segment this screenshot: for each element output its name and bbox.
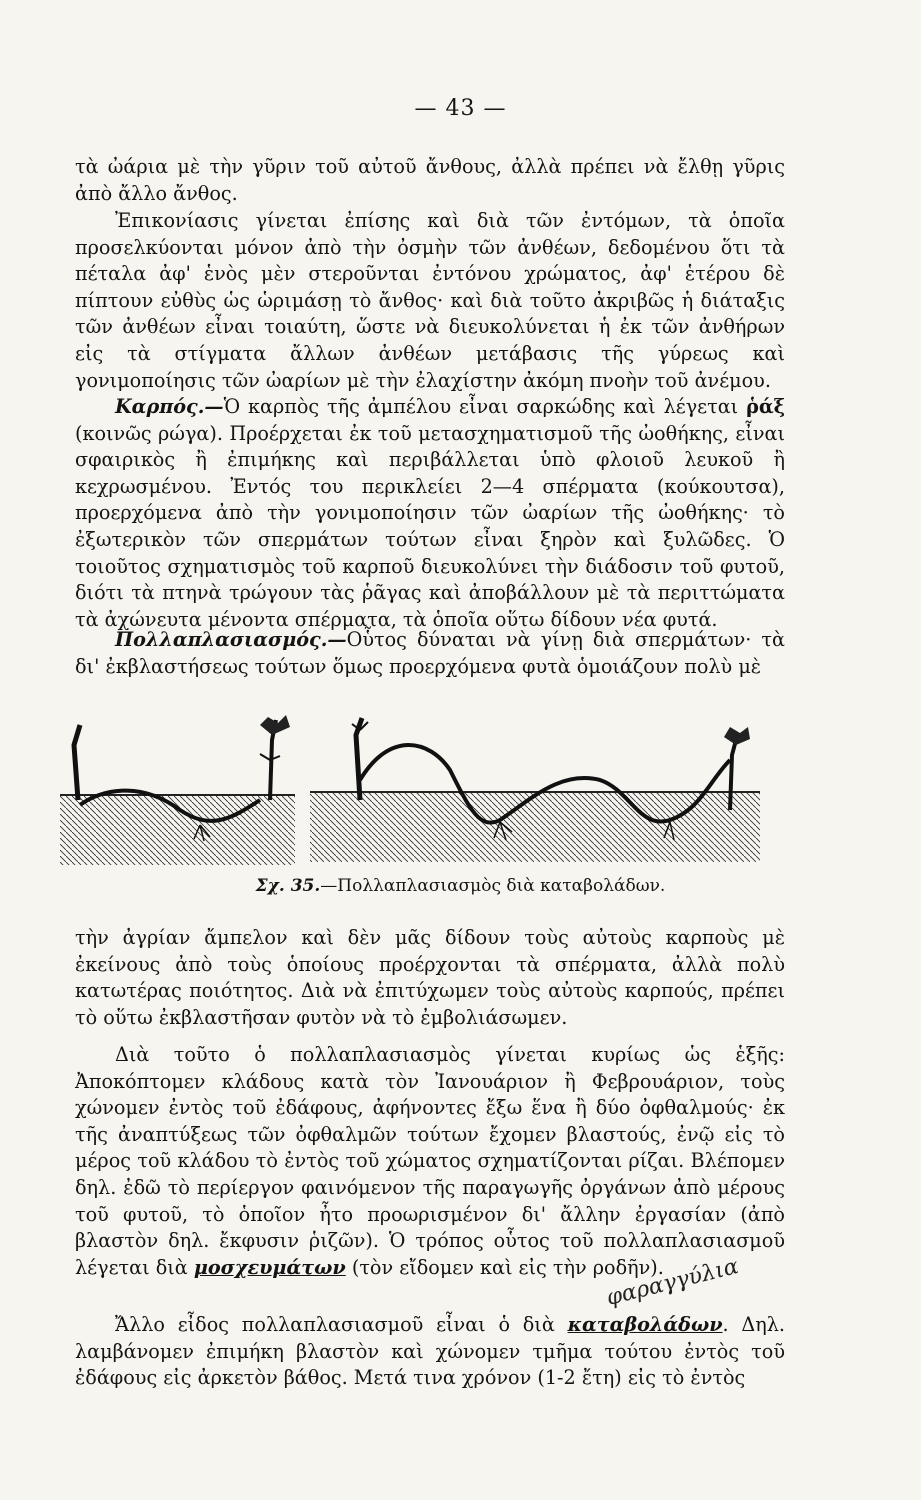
paragraph-text: Ὁ καρπὸς τῆς ἀμπέλου εἶναι σαρκώδης καὶ λέγεται [223,395,747,418]
figure-caption [0,876,921,896]
figure-layering-illustration [60,700,760,870]
figure-label: Σχ. 35. [255,876,321,896]
paragraph-propagation [75,627,785,680]
paragraph-text: . Δηλ. λαμβάνομεν ἐπιμήκη βλαστὸν καὶ χώνομεν τμῆμα τούτου ἐντὸς τοῦ ἐδάφους εἰς ἀρκετὸν βάθος. Μετά τινα χρόνον (1-2 ἔτη) εἰς τὸ ἐντὸς [75,1313,786,1390]
paragraph-5: τὴν ἀγρίαν ἄμπελον καὶ δὲν μᾶς δίδουν τοὺς αὐτοὺς καρποὺς μὲ ἐκείνους ἀπὸ τοὺς ὁποίους προέρχονται τὰ σπέρματα, ἀλλὰ πολὺ κατωτέρας ποιότητος. Διὰ νὰ ἐπιτύχωμεν τοὺς αὐτοὺς καρπούς, πρέπει τὸ οὕτω ἐκβλαστῆσαν φυτὸν νὰ τὸ ἐμβολιάσωμεν. [75,926,785,1029]
emphasized-term: μοσχευμάτων [193,1255,346,1279]
paragraph-text: Οὗτος δύναται νὰ γίνῃ διὰ σπερμάτων· τὰ δι' ἐκβλαστήσεως τούτων ὅμως προερχόμενα φυτὰ ὁμοιάζουν πολὺ μὲ [75,628,785,678]
section-heading-propagation: Πολλαπλασιασμός.— [115,628,347,651]
emphasized-term: καταβολάδων [567,1313,723,1336]
paragraph-7 [75,1312,785,1392]
figure-caption-text: —Πολλαπλασιασμὸς διὰ καταβολάδων. [320,876,666,896]
paragraph-text: (τὸν εἴδομεν καὶ εἰς τὴν ροδῆν). [345,1255,664,1279]
paragraph-fruit [75,394,785,633]
paragraph-text: (κοινῶς ρώγα). Προέρχεται ἐκ τοῦ μετασχηματισμοῦ τῆς ὠοθήκης, εἶναι σφαιρικὸς ἢ ἐπιμήκης καὶ περιβάλλεται ὑπὸ φλοιοῦ λευκοῦ ἢ κεχρωσμένου. Ἐντός του περικλείει 2—4 σπέρματα (κούκουτσα), προερχόμενα ἀπὸ τὴν γονιμοποίησιν τῶν ὠαρίων τῆς ὠοθήκης· τὸ ἐξωτερικὸν τῶν σπερμάτων τούτων εἶναι ξηρὸν καὶ ξυλῶδες. Ὁ τοιοῦτος σχηματισμὸς τοῦ καρποῦ διευκολύνει τὴν διάδοσιν τοῦ φυτοῦ, διότι τὰ πτηνὰ τρώγουν τὰς ῥᾶγας καὶ ἀποβάλλουν μὲ τὰ περιττώματα τὰ ἀχώνευτα μένοντα σπέρματα, τὰ ὁποῖα οὕτω δίδουν νέα φυτά. [75,421,785,631]
soil-left [60,795,295,865]
page-number: — 43 — [414,96,507,121]
paragraph-6 [75,1042,785,1281]
emphasized-term: ῥάξ [746,395,785,418]
paragraph-1: τὰ ὠάρια μὲ τὴν γῦριν τοῦ αὐτοῦ ἄνθους, ἀλλὰ πρέπει νὰ ἔλθῃ γῦρις ἀπὸ ἄλλο ἄνθος. [75,155,785,205]
handwritten-annotation: φαραγγύλια [603,1254,742,1311]
soil-right [310,792,760,862]
paragraph-text: Διὰ τοῦτο ὁ πολλαπλασιασμὸς γίνεται κυρίως ὡς ἑξῆς: Ἀποκόπτομεν κλάδους κατὰ τὸν Ἰανουάριον ἢ Φεβρουάριον, τοὺς χώνομεν ἐντὸς τοῦ ἐδάφους, ἀφήνοντες ἔξω ἕνα ἢ δύο ὀφθαλμούς· ἐκ τῆς ἀναπτύξεως τῶν ὀφθαλμῶν τούτων ἔχομεν βλαστούς, ἐνῷ εἰς τὸ μέρος τοῦ κλάδου τὸ ἐντὸς τοῦ χώματος σχηματίζονται ρίζαι. Βλέπομεν δηλ. ἐδῶ τὸ περίεργον φαινόμενον τῆς παραγωγῆς ὀργάνων ἀπὸ μέρους τοῦ φυτοῦ, τὸ ὁποῖον ἦτο προωρισμένον δι' ἄλλην ἐργασίαν (ἀπὸ βλαστὸν δηλ. ἔκφυσιν ῥιζῶν). Ὁ τρόπος οὗτος τοῦ πολλαπλασιασμοῦ λέγεται διὰ [75,1043,785,1279]
paragraph-text: Ἄλλο εἶδος πολλαπλασιασμοῦ εἶναι ὁ διὰ [115,1313,568,1336]
paragraph-2: Ἐπικονίασις γίνεται ἐπίσης καὶ διὰ τῶν ἐντόμων, τὰ ὁποῖα προσελκύονται μόνον ἀπὸ τὴν ὀσμὴν τῶν ἀνθέων, δεδομένου ὅτι τὰ πέταλα ἀφ' ἑνὸς μὲν στεροῦνται ἐντόνου χρώματος, ἀφ' ἑτέρου δὲ πίπτουν εὐθὺς ὡς ὡριμάσῃ τὸ ἄνθος· καὶ διὰ τοῦτο ἀκριβῶς ἡ διάταξις τῶν ἀνθέων εἶναι τοιαύτη, ὥστε νὰ διευκολύνεται ἡ ἐκ τῶν ἀνθήρων εἰς τὰ στίγματα ἄλλων ἀνθέων μετάβασις τῆς γύρεως καὶ γονιμοποίησις τῶν ὠαρίων μὲ τὴν ἐλαχίστην ἀκόμη πνοὴν τοῦ ἀνέμου. [75,209,785,392]
section-heading-fruit: Καρπός.— [115,395,224,418]
